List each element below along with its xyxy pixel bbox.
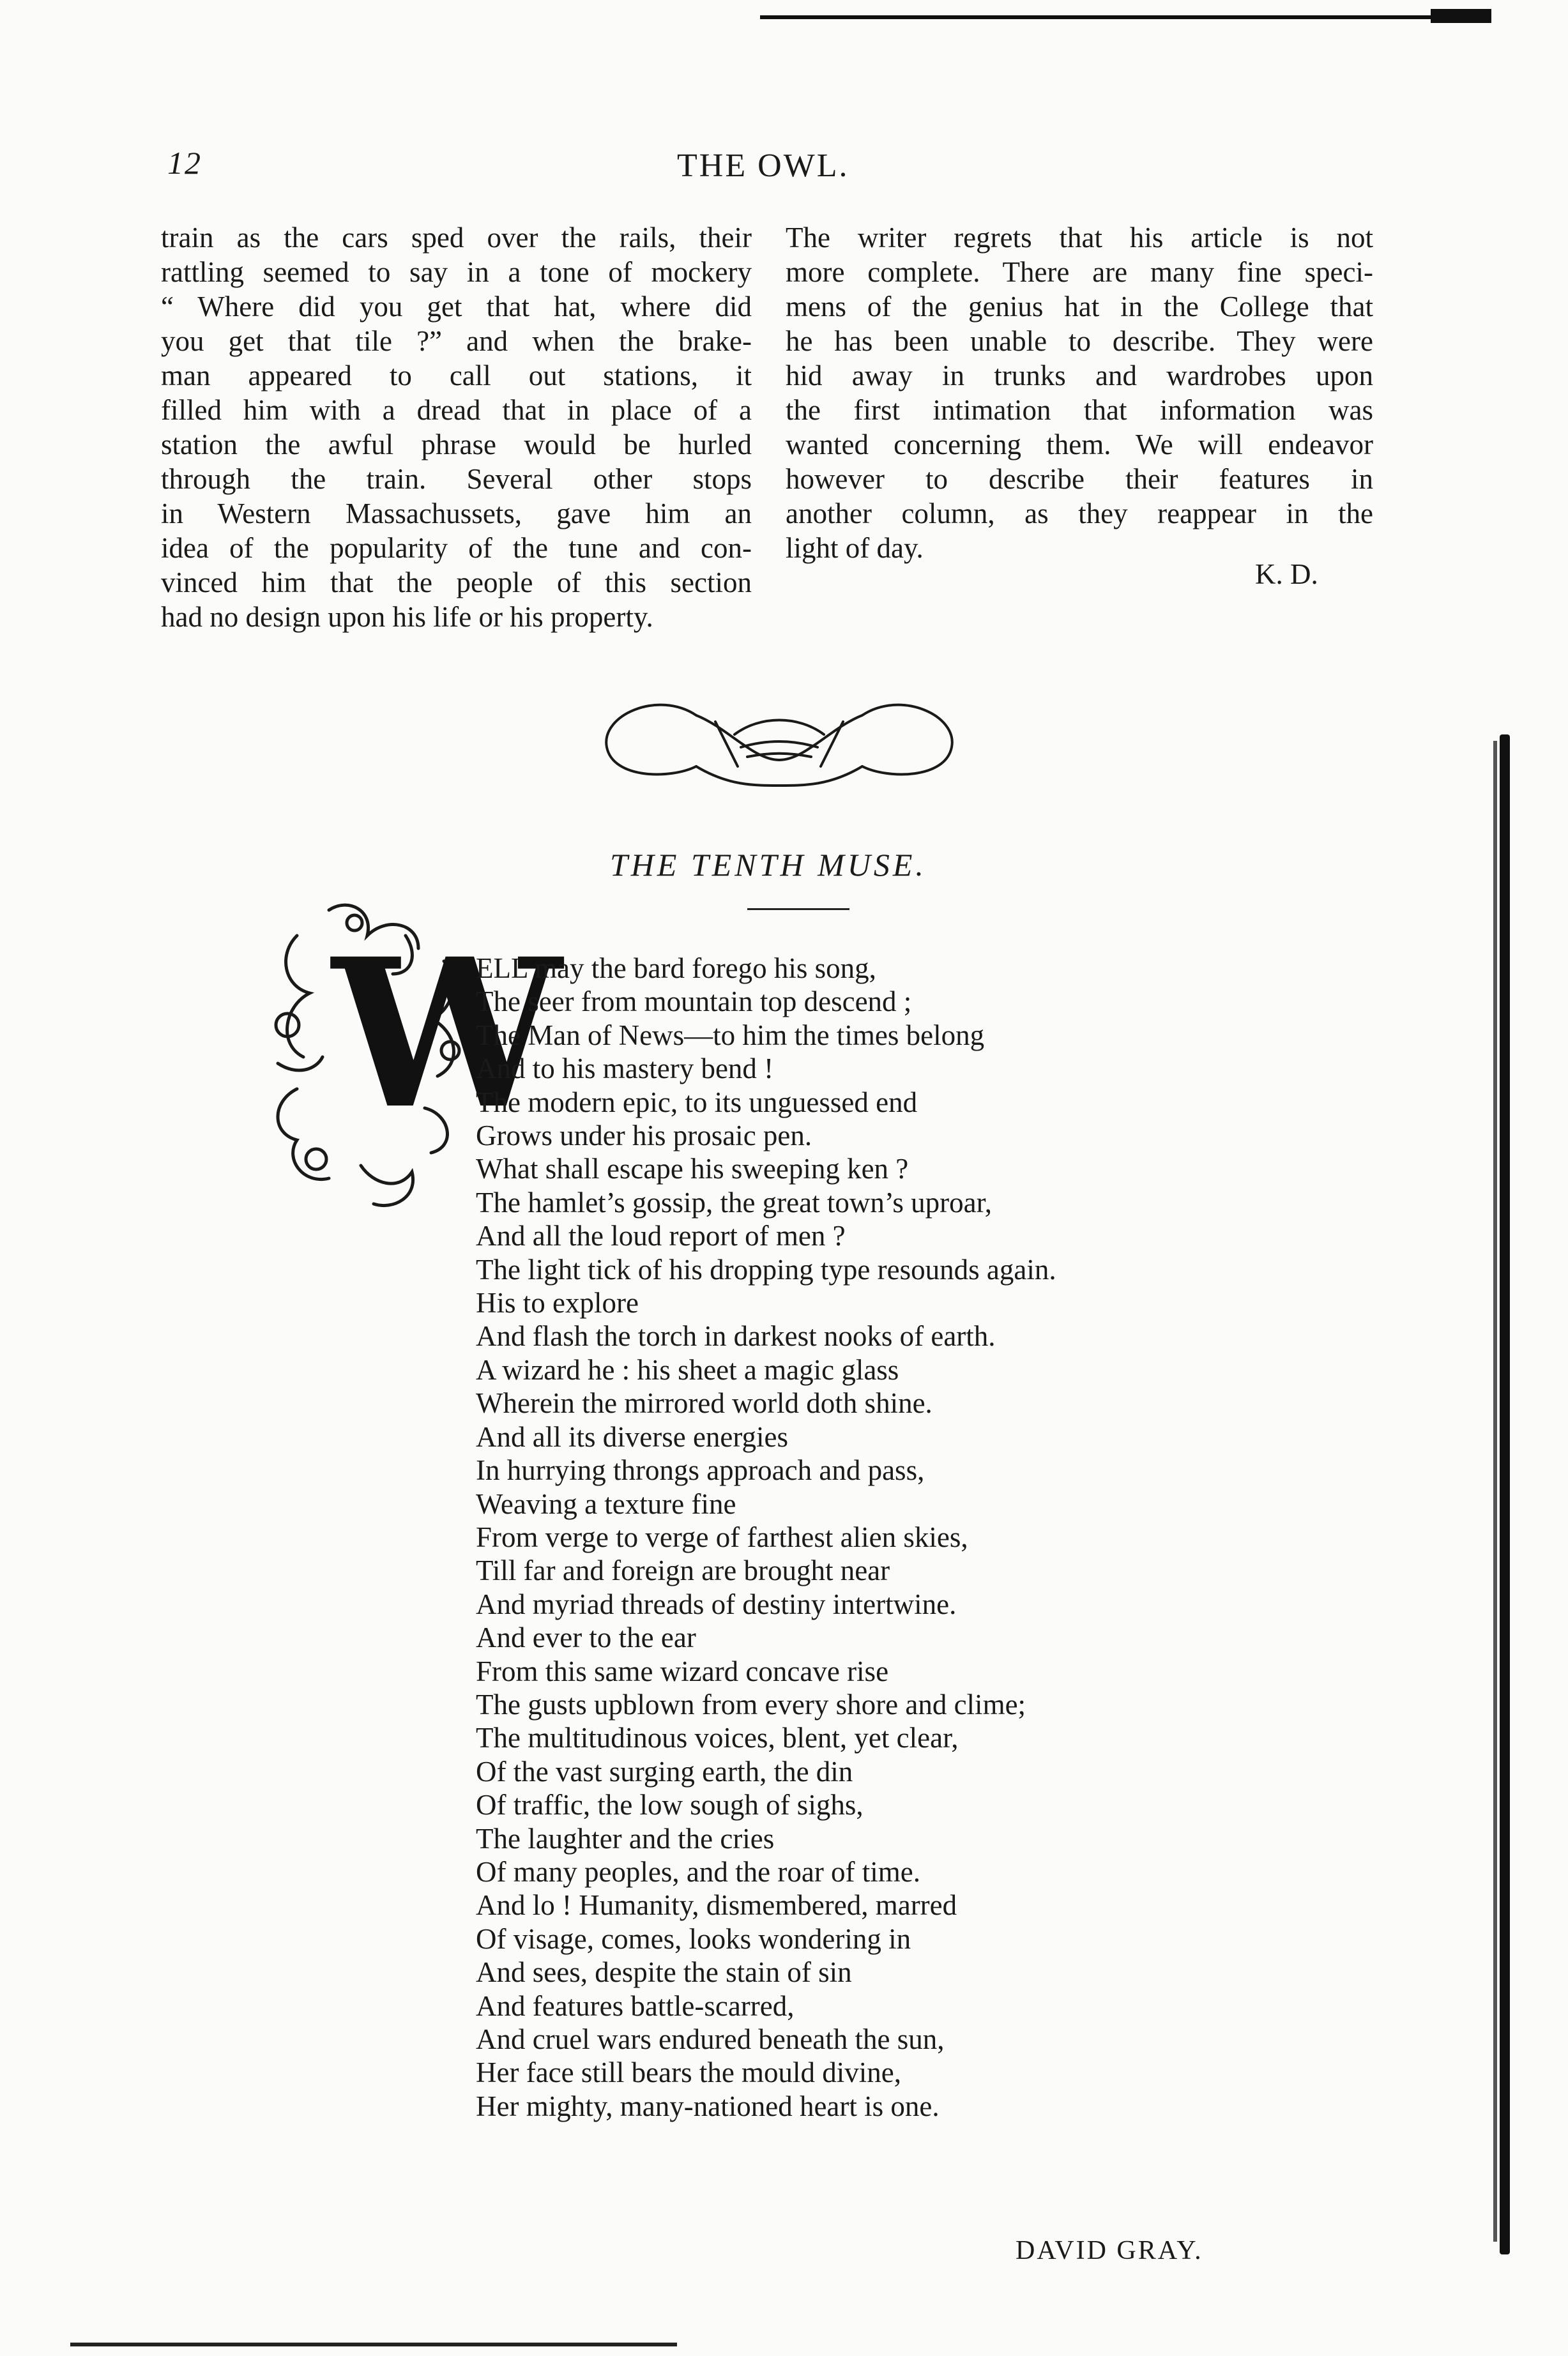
poem-line: And to his mastery bend ! [476, 1053, 774, 1085]
poem-line: Till far and foreign are brought near [476, 1554, 890, 1587]
poem-line: And all its diverse energies [476, 1420, 789, 1453]
poem-line: Her mighty, many-nationed heart is one. [476, 2090, 940, 2122]
text-line: however to describe their features in [786, 463, 1373, 495]
top-rule [760, 15, 1488, 19]
poem-body [476, 952, 1056, 2123]
poem-line: What shall escape his sweeping ken ? [476, 1153, 909, 1185]
poem-line: The modern epic, to its unguessed end [476, 1086, 918, 1118]
poem-line: And features battle-scarred, [476, 1989, 795, 2022]
text-line: man appeared to call out stations, it [161, 360, 752, 391]
poem-author: DAVID GRAY. [1016, 2236, 1203, 2265]
page-number: 12 [167, 145, 202, 181]
poem-title: THE TENTH MUSE. [610, 847, 927, 883]
right-column [786, 220, 1373, 565]
poem-line: The Man of News—to him the times belong [476, 1019, 985, 1051]
poem-line: The light tick of his dropping type resounds again. [476, 1253, 1056, 1286]
poem-line: From verge to verge of farthest alien skies, [476, 1521, 968, 1553]
running-head: THE OWL. [677, 148, 849, 184]
text-line: station the awful phrase would be hurled [161, 429, 752, 460]
text-line: train as the cars sped over the rails, their [161, 222, 752, 254]
poem-line: Her face still bears the mould divine, [476, 2056, 902, 2089]
text-line: he has been unable to describe. They were [786, 325, 1373, 357]
text-line: rattling seemed to say in a tone of mockery [161, 256, 752, 288]
text-line: through the train. Several other stops [161, 463, 752, 495]
drop-cap-initial: W [332, 915, 562, 1154]
poem-line: Of visage, comes, looks wondering in [476, 1922, 911, 1955]
poem-line: And cruel wars endured beneath the sun, [476, 2023, 945, 2055]
text-line: the first intimation that information was [786, 394, 1373, 426]
flourish-ornament [600, 690, 958, 805]
poem-line: Of the vast surging earth, the din [476, 1755, 853, 1788]
text-line: The writer regrets that his article is not [786, 222, 1373, 254]
text-line: in Western Massachussets, gave him an [161, 498, 752, 529]
poem-line: And all the loud report of men ? [476, 1220, 846, 1252]
poem-line: Of traffic, the low sough of sighs, [476, 1789, 864, 1821]
text-line: mens of the genius hat in the College that [786, 291, 1373, 323]
text-line: filled him with a dread that in place of a [161, 394, 752, 426]
text-line: vinced him that the people of this section [161, 566, 752, 598]
poem-first-line: ELL may the bard forego his song, [476, 952, 876, 984]
poem-line: The multitudinous voices, blent, yet clear, [476, 1722, 959, 1754]
poem-line: And myriad threads of destiny intertwine. [476, 1588, 957, 1620]
poem-line: And sees, despite the stain of sin [476, 1956, 852, 1989]
poem-line: From this same wizard concave rise [476, 1655, 889, 1687]
poem-line: Of many peoples, and the roar of time. [476, 1855, 921, 1888]
top-rule-end [1431, 9, 1491, 23]
text-line: had no design upon his life or his property. [161, 601, 653, 633]
text-line: wanted concerning them. We will endeavor [786, 429, 1373, 460]
text-line: you get that tile ?” and when the brake- [161, 325, 752, 357]
poem-line: The hamlet’s gossip, the great town’s uproar, [476, 1186, 993, 1219]
poem-line: His to explore [476, 1287, 639, 1319]
text-line: light of day. [786, 532, 924, 564]
text-line: idea of the popularity of the tune and con- [161, 532, 752, 564]
poem-line: Grows under his prosaic pen. [476, 1120, 812, 1152]
text-line: more complete. There are many fine speci- [786, 256, 1373, 288]
article-signature: K. D. [1255, 558, 1318, 590]
poem-line: Weaving a texture fine [476, 1487, 736, 1520]
poem-line: In hurrying throngs approach and pass, [476, 1454, 925, 1487]
scan-edge-shadow [1493, 741, 1497, 2242]
text-line: another column, as they reappear in the [786, 498, 1373, 529]
title-rule [747, 908, 849, 910]
poem-line: The seer from mountain top descend ; [476, 985, 912, 1018]
bottom-rule [70, 2343, 677, 2346]
text-line: “ Where did you get that hat, where did [161, 291, 752, 323]
poem-line: The laughter and the cries [476, 1822, 775, 1855]
poem-line: And lo ! Humanity, dismembered, marred [476, 1889, 957, 1922]
poem-line: Wherein the mirrored world doth shine. [476, 1387, 932, 1420]
poem-line: A wizard he : his sheet a magic glass [476, 1353, 899, 1386]
poem-line: And flash the torch in darkest nooks of earth. [476, 1320, 996, 1353]
scan-edge [1500, 734, 1510, 2254]
poem-line: The gusts upblown from every shore and clime; [476, 1688, 1026, 1721]
poem-line: And ever to the ear [476, 1622, 696, 1654]
left-column [161, 220, 752, 634]
text-line: hid away in trunks and wardrobes upon [786, 360, 1373, 391]
